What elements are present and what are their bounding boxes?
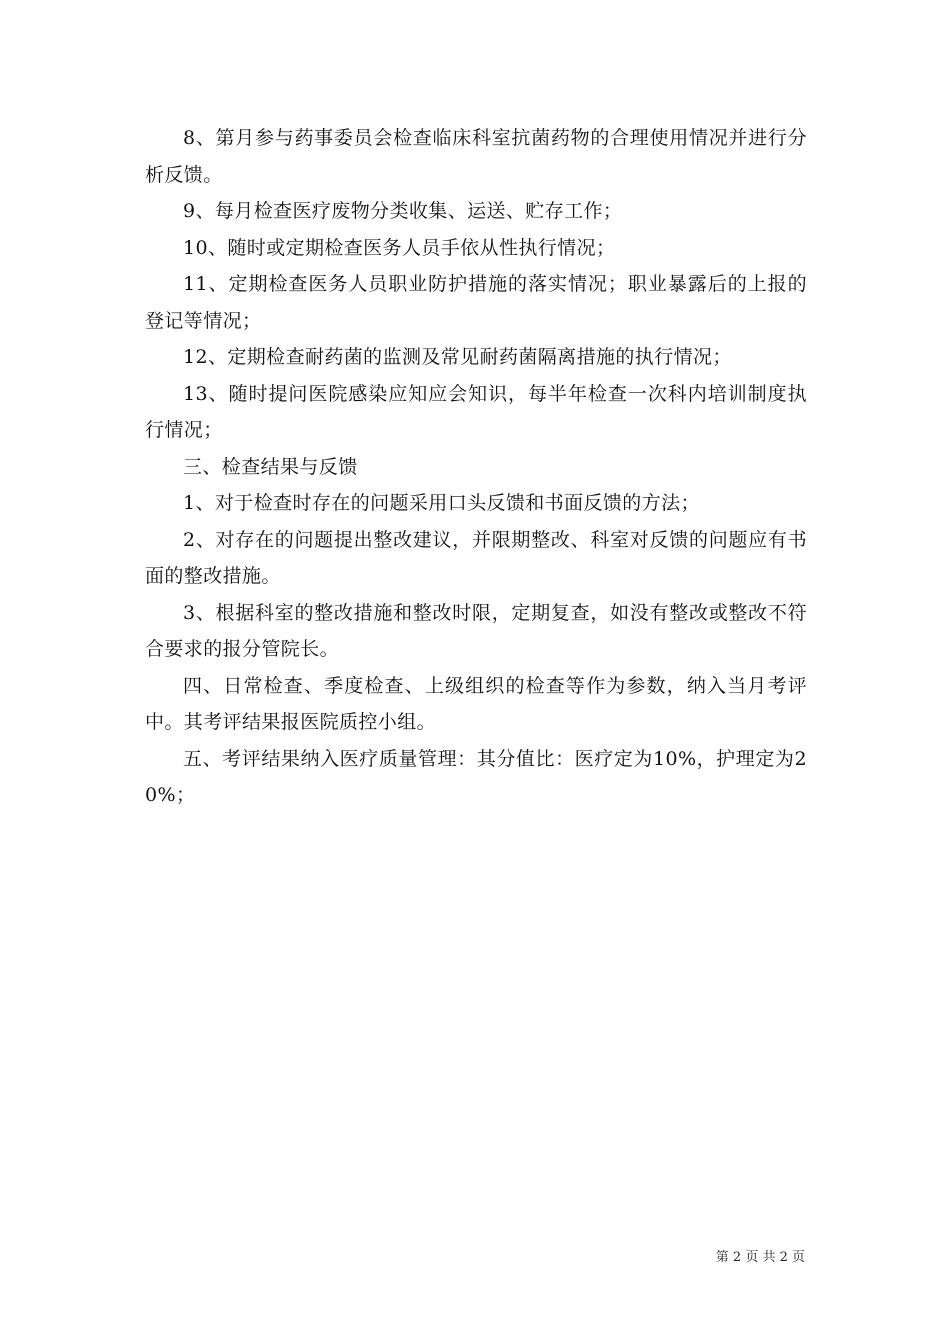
paragraph-item-13: 13、随时提问医院感染应知应会知识，每半年检查一次科内培训制度执行情况；	[145, 382, 807, 441]
paragraph-feedback-3: 3、根据科室的整改措施和整改时限，定期复查，如没有整改或整改不符合要求的报分管院长。	[145, 601, 807, 660]
paragraph-item-9: 9、每月检查医疗废物分类收集、运送、贮存工作；	[183, 200, 623, 222]
section-heading-3: 三、检查结果与反馈	[183, 455, 358, 478]
paragraph-item-8: 8、第月参与药事委员会检查临床科室抗菌药物的合理使用情况并进行分析反馈。	[145, 127, 807, 186]
page-number-footer: 第 2 页 共 2 页	[715, 1250, 805, 1265]
section-paragraph-4: 四、日常检查、季度检查、上级组织的检查等作为参数，纳入当月考评中。其考评结果报医院质控小组。	[145, 674, 807, 733]
document-body	[145, 120, 807, 814]
paragraph-item-10: 10、随时或定期检查医务人员手依从性执行情况；	[183, 236, 616, 259]
paragraph-item-12: 12、定期检查耐药菌的监测及常见耐药菌隔离措施的执行情况；	[183, 346, 732, 368]
paragraph-feedback-2: 2、对存在的问题提出整改建议，并限期整改、科室对反馈的问题应有书面的整改措施。	[145, 528, 807, 587]
paragraph-feedback-1: 1、对于检查时存在的问题采用口头反馈和书面反馈的方法；	[183, 492, 700, 514]
paragraph-item-11: 11、定期检查医务人员职业防护措施的落实情况；职业暴露后的上报的登记等情况；	[145, 273, 807, 332]
section-paragraph-5: 五、考评结果纳入医疗质量管理：其分值比：医疗定为10%，护理定为20%；	[145, 747, 807, 806]
